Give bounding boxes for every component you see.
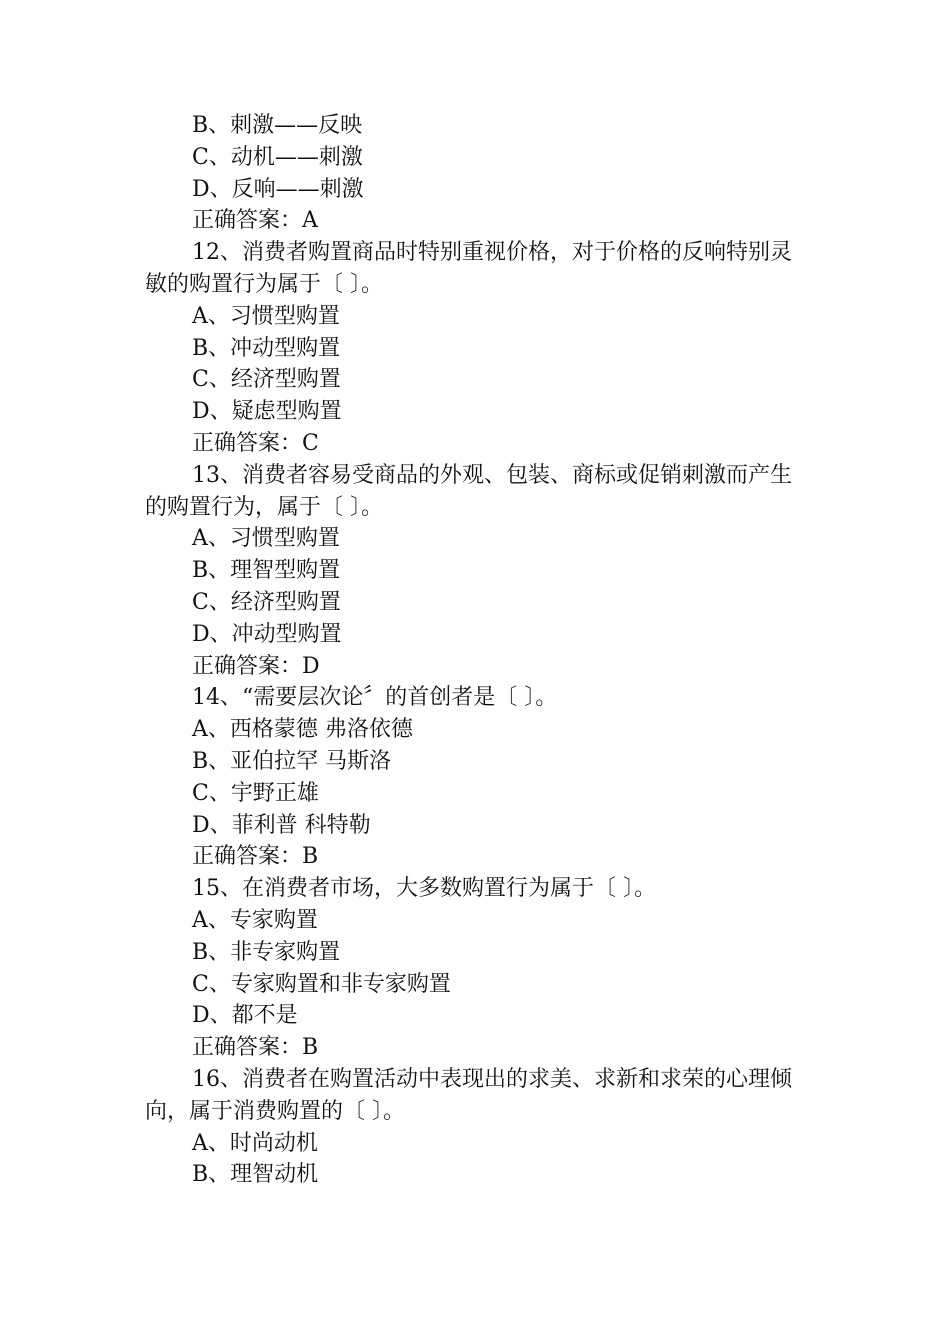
option-a-q12: A、习惯型购置	[192, 303, 340, 329]
option-d-q15: D、都不是	[192, 1003, 298, 1029]
option-a-q13: A、习惯型购置	[192, 526, 340, 552]
question-12: 12、消费者购置商品时特别重视价格，对于价格的反响特别灵敏的购置行为属于〔 〕。	[145, 240, 792, 297]
answer-q11: 正确答案：A	[192, 208, 318, 234]
option-b-q12: B、冲动型购置	[192, 335, 341, 361]
option-d-q13: D、冲动型购置	[192, 621, 342, 647]
answer-q14: 正确答案：B	[192, 844, 319, 870]
document-body	[145, 110, 810, 1191]
option-a-q15: A、专家购置	[192, 907, 318, 933]
question-14: 14、“需要层次论〞的首创者是〔 〕。	[192, 685, 558, 711]
option-b-q15: B、非专家购置	[192, 939, 341, 965]
option-c-q11: C、动机——刺激	[192, 144, 363, 170]
option-c-q15: C、专家购置和非专家购置	[192, 971, 451, 997]
option-c-q12: C、经济型购置	[192, 367, 341, 393]
option-c-q13: C、经济型购置	[192, 589, 341, 615]
option-a-q16: A、时尚动机	[192, 1130, 318, 1156]
question-13: 13、消费者容易受商品的外观、包装、商标或促销刺激而产生的购置行为，属于〔 〕。	[145, 462, 792, 520]
option-d-q12: D、疑虑型购置	[192, 399, 342, 425]
option-d-q14: D、菲利普 科特勒	[192, 812, 371, 838]
question-15: 15、在消费者市场，大多数购置行为属于〔 〕。	[192, 876, 656, 902]
option-a-q14: A、西格蒙德 弗洛依德	[192, 717, 413, 743]
option-b-q16: B、理智动机	[192, 1162, 319, 1188]
answer-q12: 正确答案：C	[192, 430, 319, 456]
option-c-q14: C、宇野正雄	[192, 780, 319, 806]
answer-q13: 正确答案：D	[192, 653, 320, 679]
option-b-q13: B、理智型购置	[192, 558, 341, 584]
answer-q15: 正确答案：B	[192, 1035, 319, 1061]
option-b-q14: B、亚伯拉罕 马斯洛	[192, 748, 392, 774]
question-16: 16、消费者在购置活动中表现出的求美、求新和求荣的心理倾向，属于消费购置的〔 〕。	[145, 1066, 792, 1124]
option-d-q11: D、反响——刺激	[192, 176, 364, 202]
option-b-q11: B、刺激——反映	[192, 113, 363, 138]
